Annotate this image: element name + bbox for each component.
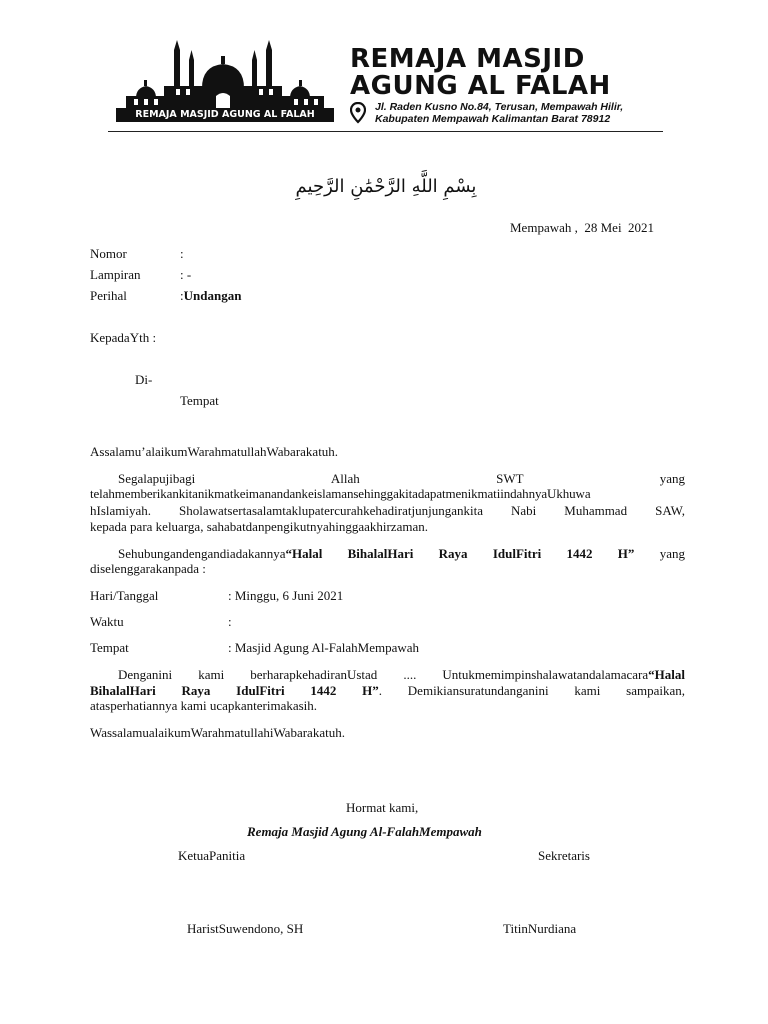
opening-greeting: Assalamu’alaikumWarahmatullahWabarakatuh. xyxy=(90,444,339,459)
org-title-line1: REMAJA MASJID xyxy=(350,44,585,74)
para1-line3: hIslamiyah. Sholawatsertasalamtaklupatercurahkehadiratjunjungankita Nabi Muhammad SAW, xyxy=(90,503,685,518)
para1-line1: Segalapujibagi Allah SWT yang xyxy=(118,471,685,486)
para3-line1 xyxy=(118,667,685,682)
para2-line2: diselenggarakanpada : xyxy=(90,561,206,576)
meta-value-lampiran: : - xyxy=(180,267,192,282)
para3-line3: atasperhatiannya kami ucapkanterimakasih. xyxy=(90,698,318,713)
para1-line2: telahmemberikankitanikmatkeimanandankeislamansehinggakitadapatmenikmatiindahnyaUkhuwa xyxy=(90,486,591,501)
recipient-line: KepadaYth : xyxy=(90,330,157,345)
signatory-role-right: Sekretaris xyxy=(538,848,590,863)
signatory-name-left: HaristSuwendono, SH xyxy=(187,921,304,936)
meta-value-perihal xyxy=(180,288,241,303)
para3-line2 xyxy=(90,683,685,698)
letter-place-date: Mempawah , 28 Mei 2021 xyxy=(510,220,655,235)
hormat-kami: Hormat kami, xyxy=(346,800,419,815)
detail-value-tempat: : Masjid Agung Al-FalahMempawah xyxy=(228,640,420,655)
meta-value-nomor: : xyxy=(180,246,184,261)
detail-value-hari: : Minggu, 6 Juni 2021 xyxy=(228,588,344,603)
mosque-logo xyxy=(114,38,336,124)
logo-banner-text: REMAJA MASJID AGUNG AL FALAH xyxy=(135,109,315,120)
meta-label-nomor: Nomor xyxy=(90,246,127,261)
para2-event: “Halal BihalalHari Raya IdulFitri 1442 H” xyxy=(285,546,635,561)
org-title-line2: AGUNG AL FALAH xyxy=(350,71,611,101)
recipient-di: Di- xyxy=(135,372,153,387)
perihal-colon: : xyxy=(180,288,184,303)
para3-event-end: BihalalHari Raya IdulFitri 1442 H” xyxy=(90,683,379,698)
para2-post: yang xyxy=(634,546,685,561)
meta-label-perihal: Perihal xyxy=(90,288,127,303)
para3-mid: . Demikiansuratundanganini kami sampaikan, xyxy=(378,683,685,698)
org-address-line1: Jl. Raden Kusno No.84, Terusan, Mempawah Hilir, xyxy=(375,101,624,113)
signatory-name-right: TitinNurdiana xyxy=(503,921,577,936)
para2-line1 xyxy=(118,546,685,561)
org-address-line2: Kabupaten Mempawah Kalimantan Barat 78912 xyxy=(375,113,611,125)
basmalah-calligraphy: بِسْمِ اللَّهِ الرَّحْمَٰنِ الرَّحِيمِ xyxy=(295,176,477,197)
perihal-subject: Undangan xyxy=(183,288,242,303)
signatory-role-left: KetuaPanitia xyxy=(178,848,246,863)
detail-label-tempat: Tempat xyxy=(90,640,129,655)
para3-pre: Denganini kami berharapkehadiranUstad .... Untukmemimpinshalawatandalamacara xyxy=(118,667,649,682)
para2-pre: Sehubungandengandiadakannya xyxy=(118,546,286,561)
header-divider xyxy=(108,131,663,132)
detail-value-waktu: : xyxy=(228,614,232,629)
meta-label-lampiran: Lampiran xyxy=(90,267,141,282)
detail-label-waktu: Waktu xyxy=(90,614,124,629)
closing-greeting: WassalamualaikumWarahmatullahiWabarakatuh. xyxy=(90,725,345,740)
location-pin-icon xyxy=(350,102,366,124)
para1-line4: kepada para keluarga, sahabatdanpengikutnyahinggaakhirzaman. xyxy=(90,519,428,534)
para3-event-start: “Halal xyxy=(648,667,685,682)
recipient-tempat: Tempat xyxy=(180,393,219,408)
signatory-organization: Remaja Masjid Agung Al-FalahMempawah xyxy=(247,824,482,839)
detail-label-hari: Hari/Tanggal xyxy=(90,588,159,603)
